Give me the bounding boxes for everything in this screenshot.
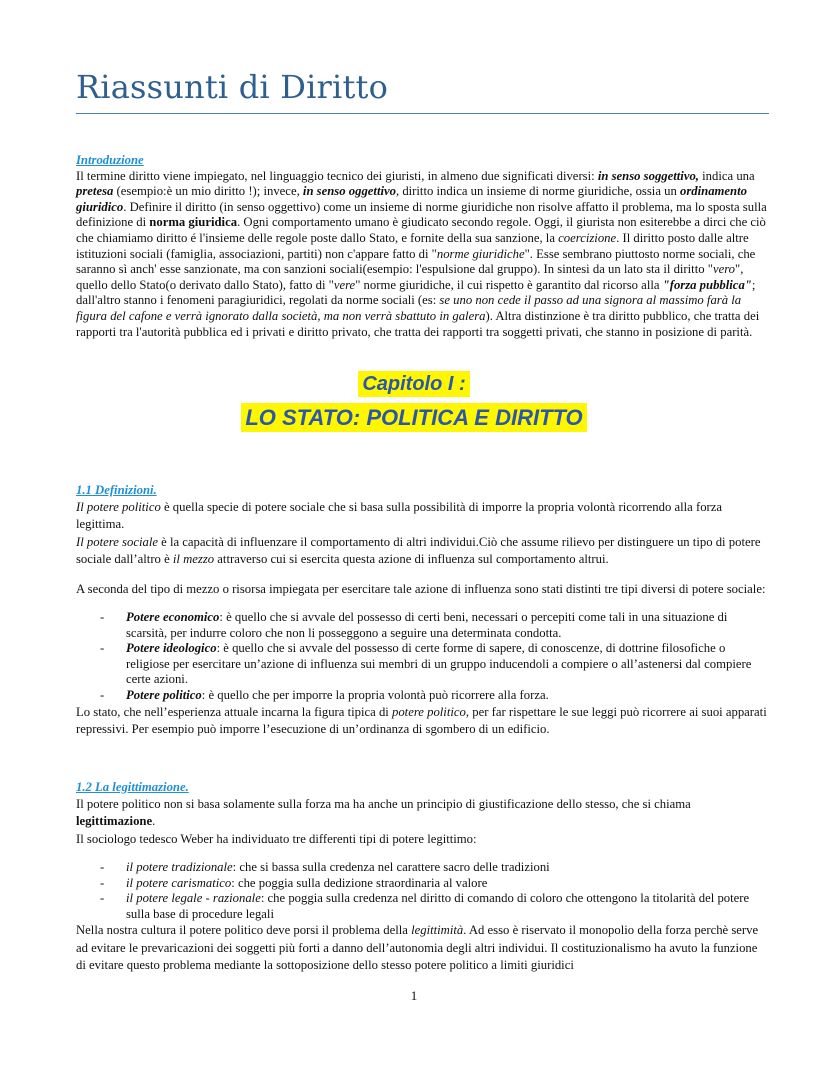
power-types-list <box>76 610 769 704</box>
legitimate-power-list <box>76 860 769 922</box>
list-item: - Potere ideologico: è quello che si avvale del possesso di certe forme di sapere, di conoscenze, di dottrine filosofiche o religiose per esercitare un’azione di influenza sui membri di un gruppo inducendoli a compiere o all’astenersi dal compiere certe azioni. <box>100 641 752 687</box>
section-1-2-heading[interactable]: 1.2 La legittimazione. <box>76 780 189 794</box>
page-number: 1 <box>410 988 418 1003</box>
intro-section <box>76 153 769 340</box>
chapter-label: Capitolo I : <box>0 373 828 396</box>
list-item: - Potere politico: è quello che per imporre la propria volontà può ricorrere alla forza. <box>100 688 549 703</box>
section-1-1-heading[interactable]: 1.1 Definizioni. <box>76 483 157 497</box>
chapter-title: LO STATO: POLITICA E DIRITTO <box>0 405 828 431</box>
list-item: - Potere economico: è quello che si avvale del possesso di certi beni, necessari o percepiti come tali in una situazione di scarsità, per indurre coloro che non li posseggono a seguire una determinata condotta. <box>100 610 728 640</box>
title-underline <box>76 113 769 114</box>
section-1-2: 1.2 La legittimazione. Il potere politico non si basa solamente sulla forza ma ha anche un principio di giustificazione dello stesso, che si chiama legittimazione. Il sociologo tedesco Weber ha individuato tre differenti tipi di potere legittimo: - il potere tradizionale: che si bassa sulla credenza nel carattere sacro delle tradizioni - il potere carismatico: che poggia sulla dedizione straordinaria al valore - il potere legale - razionale: che poggia sulla credenza nel diritto di comando di coloro che ottengono la titolarità del potere sulla base di procedure legali Nella nostra cultura il potere politico deve porsi il problema della legittimità. Ad esso è riservato il monopolio della forza perchè serve ad evitare le prevaricazioni dei soggetti più forti a danno dell’autonomia degli altri individui. Il costituzionalismo ha avuto la funzione di evitare questo problema mediante la sottoposizione dello stesso potere politico a limiti giuridici <box>76 780 769 975</box>
list-item: - il potere legale - razionale: che poggia sulla credenza nel diritto di comando di coloro che ottengono la titolarità del potere sulla base di procedure legali <box>100 891 750 921</box>
document-title: Riassunti di Diritto <box>76 68 389 106</box>
list-item: - il potere carismatico: che poggia sulla dedizione straordinaria al valore <box>100 875 488 890</box>
section-1-1: 1.1 Definizioni. Il potere politico è quella specie di potere sociale che si basa sulla possibilità di imporre la propria volontà ricorrendo alla forza legittima. Il potere sociale è la capacità di influenzare il comportamento di altri individui.Ciò che assume rilievo per distinguere un tipo di potere sociale dall’altro è il mezzo attraverso cui si esercita questa azione di influenza sul comportamento altrui. A seconda del tipo di mezzo o risorsa impiegata per esercitare tale azione di influenza sono stati distinti tre tipi diversi di potere sociale: - Potere economico: è quello che si avvale del possesso di certi beni, necessari o percepiti come tali in una situazione di scarsità, per indurre coloro che non li posseggono a seguire una determinata condotta. - Potere ideologico: è quello che si avvale del possesso di certe forme di sapere, di conoscenze, di dottrine filosofiche o religiose per esercitare un’azione di influenza sui membri di un gruppo inducendoli a compiere o all’astenersi dal compiere certe azioni. - Potere politico: è quello che per imporre la propria volontà può ricorrere alla forza. Lo stato, che nell’esperienza attuale incarna la figura tipica di potere politico, per far rispettare le sue leggi può ricorrere ai suoi apparati repressivi. Per esempio può imporre l’esecuzione di un’ordinanza di sgombero di un edificio. <box>76 483 769 739</box>
intro-paragraph: Il termine diritto viene impiegato, nel linguaggio tecnico dei giuristi, in almeno due significati diversi: in senso soggettivo, indica una pretesa (esempio:è un mio diritto !); invece, in senso oggettivo, diritto indica un insieme di norme giuridiche, ossia un ordinamento giuridico. Definire il diritto (in senso oggettivo) come un insieme di norme giuridiche non risolve affatto il problema, ma lo sposta sulla definizione di norma giuridica. Ogni comportamento umano è giudicato secondo regole. Oggi, il giurista non esiterebbe a dirci che ciò che chiamiamo diritto é l'insieme delle regole poste dallo Stato, e fornite della sua sanzione, la coercizione. Il diritto posto dalle altre istituzioni sociali (famiglia, associazioni, partiti) non c'appare fatto di "norme giuridiche". Esse sembrano piuttosto norme sociali, che saranno sì anch' esse sanzionate, ma con sanzioni sociali(esempio: l'espulsione dal gruppo). In sintesi da un lato sta il diritto "vero", quello dello Stato(o derivato dallo Stato), fatto di "vere" norme giuridiche, il cui rispetto è garantito dal ricorso alla "forza pubblica"; dall'altro stanno i fenomeni paragiuridici, regolati da norme sociali (es: se uno non cede il passo ad una signora al massimo farà la figura del cafone e verrà ignorato dalla società, ma non verrà sbattuto in galera). Altra distinzione è tra diritto pubblico, che tratta dei rapporti tra l'autorità pubblica ed i privati e diritto privato, che tratta dei rapporti tra soggetti privati, che stanno in posizione di parità. <box>76 168 767 339</box>
types-intro: A seconda del tipo di mezzo o risorsa impiegata per esercitare tale azione di influenza sono stati distinti tre tipi diversi di potere sociale: <box>76 581 766 596</box>
intro-heading[interactable]: Introduzione <box>76 153 144 167</box>
list-item: - il potere tradizionale: che si bassa sulla credenza nel carattere sacro delle tradizioni <box>100 860 550 875</box>
